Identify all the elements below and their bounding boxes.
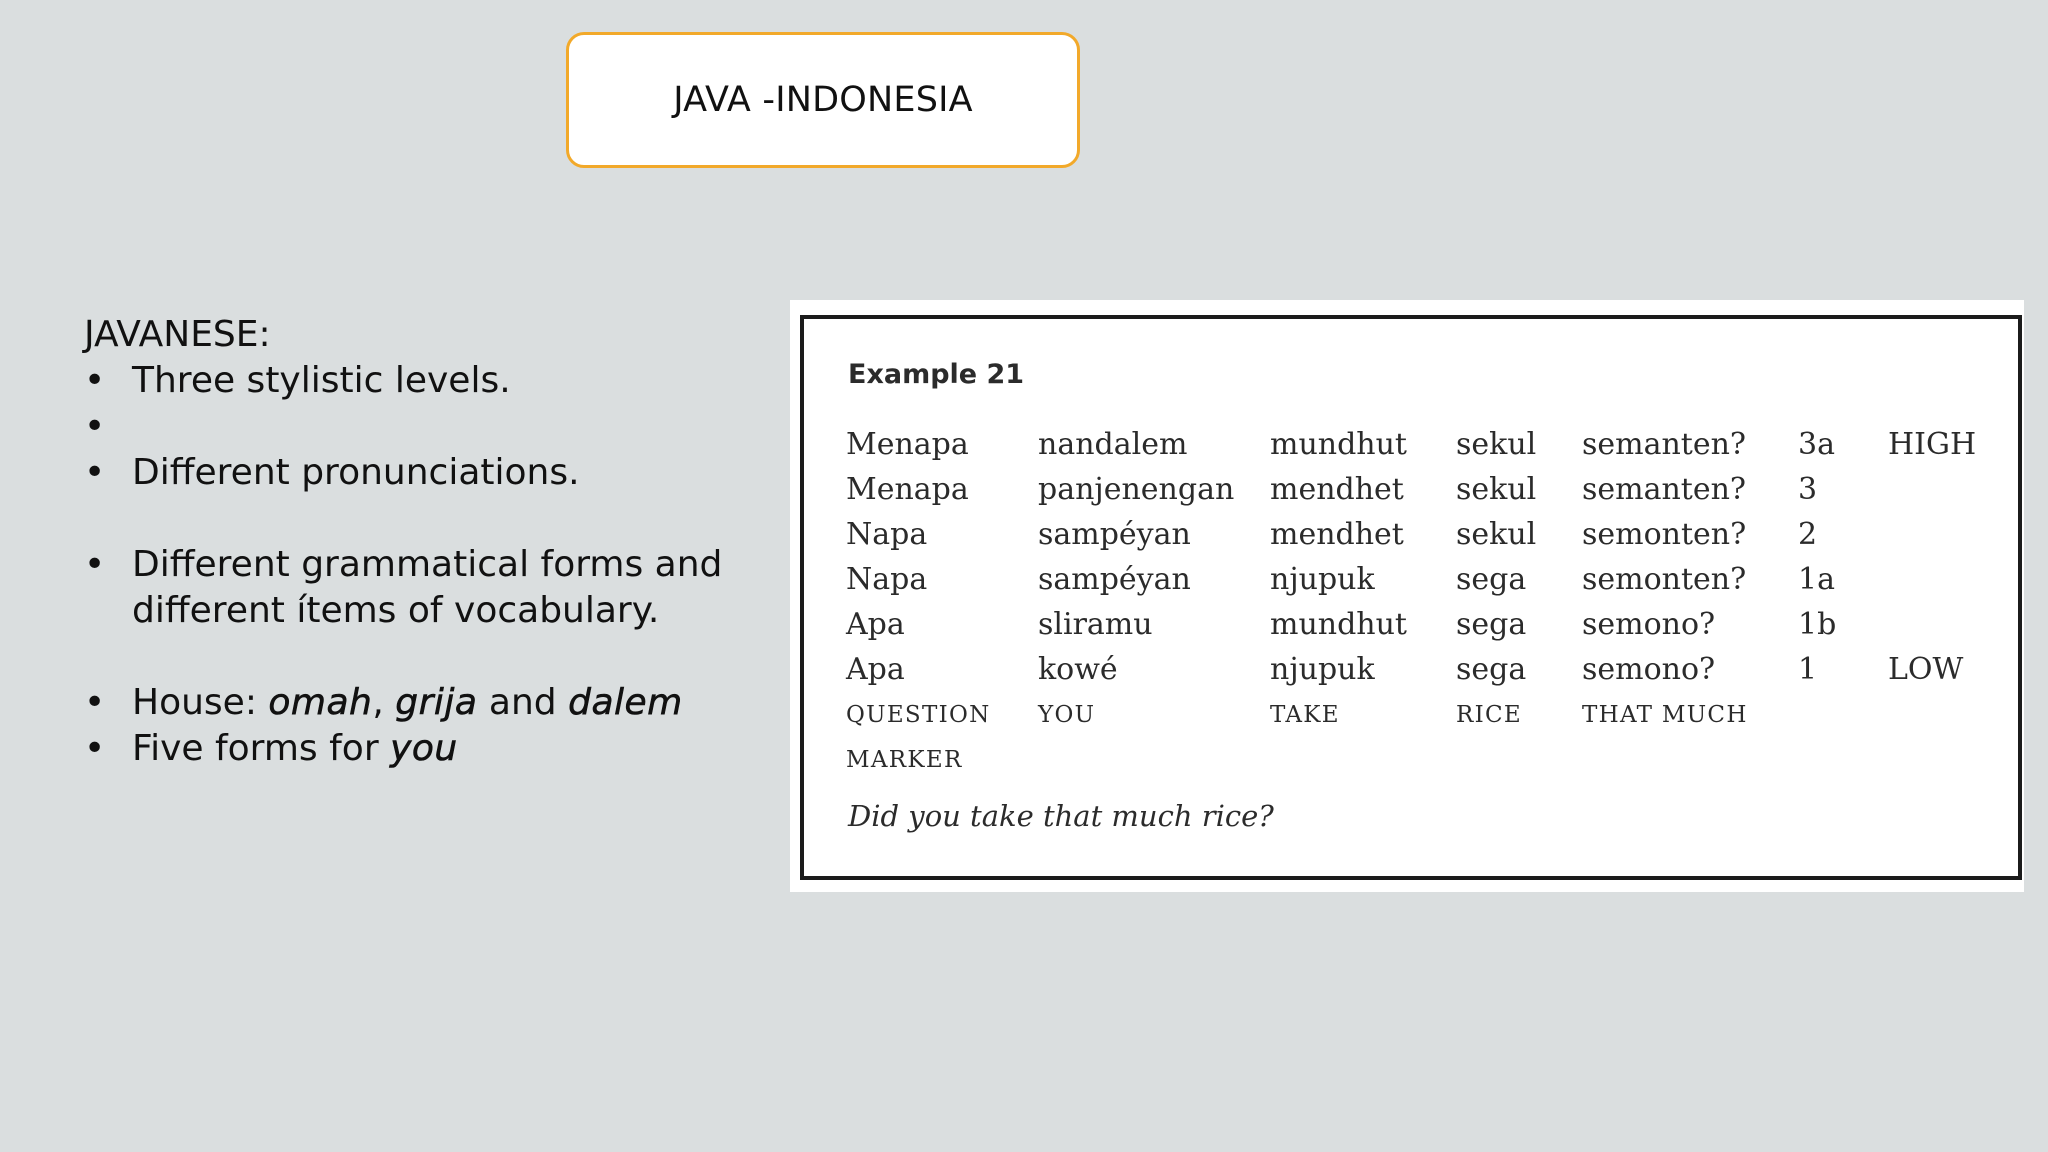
table-cell: Napa bbox=[846, 517, 928, 552]
example-figure bbox=[790, 300, 2024, 892]
bullet-section bbox=[84, 312, 764, 772]
table-cell: LOW bbox=[1888, 652, 1964, 687]
table-cell: semono? bbox=[1582, 652, 1716, 687]
bullet-text-line2: different ítems of vocabulary. bbox=[132, 590, 660, 631]
table-cell: njupuk bbox=[1270, 652, 1375, 687]
table-cell: semanten? bbox=[1582, 472, 1747, 507]
bullet-dot-icon: • bbox=[84, 360, 106, 401]
table-cell: semonten? bbox=[1582, 517, 1747, 552]
table-cell bbox=[1888, 557, 1998, 602]
table-cell: 1a bbox=[1798, 562, 1835, 597]
table-cell bbox=[1888, 467, 1998, 512]
bullet-separator: , bbox=[372, 682, 396, 723]
table-cell bbox=[1888, 512, 1998, 557]
example-translation: Did you take that much rice? bbox=[848, 799, 1274, 833]
table-cell: sekul bbox=[1456, 472, 1537, 507]
bullet-list bbox=[84, 358, 764, 772]
table-cell: sekul bbox=[1456, 517, 1537, 552]
table-cell: 2 bbox=[1798, 517, 1818, 552]
bullet-dot-icon: • bbox=[84, 544, 106, 585]
table-cell: sampéyan bbox=[1038, 562, 1191, 597]
term-you: you bbox=[390, 728, 458, 769]
table-cell bbox=[1888, 602, 1998, 647]
table-cell: semono? bbox=[1582, 607, 1716, 642]
table-cell: mundhut bbox=[1270, 607, 1407, 642]
term-grija: grija bbox=[395, 682, 478, 723]
term-omah: omah bbox=[268, 682, 373, 723]
table-cell: semonten? bbox=[1582, 562, 1747, 597]
bullet-item bbox=[84, 358, 764, 404]
bullet-dot-icon: • bbox=[84, 452, 106, 493]
table-row bbox=[846, 422, 1998, 467]
gloss-cell: THAT MUCH bbox=[1582, 701, 1748, 728]
table-cell: mendhet bbox=[1270, 517, 1404, 552]
bullet-item bbox=[84, 450, 764, 496]
term-dalem: dalem bbox=[568, 682, 683, 723]
table-cell: sampéyan bbox=[1038, 517, 1191, 552]
table-row bbox=[846, 647, 1998, 692]
gloss-cell: MARKER bbox=[846, 746, 963, 773]
gloss-cell bbox=[1888, 692, 1998, 737]
table-cell: panjenengan bbox=[1038, 472, 1235, 507]
table-cell: sega bbox=[1456, 652, 1527, 687]
table-cell: 1b bbox=[1798, 607, 1837, 642]
bullet-conjunction: and bbox=[477, 682, 569, 723]
example-table bbox=[846, 422, 1998, 782]
table-cell: Napa bbox=[846, 562, 928, 597]
example-frame bbox=[800, 315, 2022, 880]
table-cell: Menapa bbox=[846, 427, 969, 462]
gloss-row bbox=[846, 692, 1998, 737]
bullet-dot-icon: • bbox=[84, 406, 106, 447]
bullet-text: Three stylistic levels. bbox=[132, 360, 511, 401]
bullet-text-line1: Different grammatical forms and bbox=[132, 544, 723, 585]
bullet-dot-icon: • bbox=[84, 682, 106, 723]
section-heading: JAVANESE: bbox=[84, 314, 271, 355]
table-cell: sega bbox=[1456, 562, 1527, 597]
table-cell: 1 bbox=[1798, 652, 1818, 687]
example-label: Example 21 bbox=[848, 359, 1025, 390]
table-cell: semanten? bbox=[1582, 427, 1747, 462]
table-row bbox=[846, 512, 1998, 557]
bullet-item bbox=[84, 542, 764, 634]
table-cell: kowé bbox=[1038, 652, 1118, 687]
table-row bbox=[846, 602, 1998, 647]
bullet-item-empty bbox=[84, 404, 764, 450]
bullet-text: Different pronunciations. bbox=[132, 452, 580, 493]
bullet-prefix: Five forms for bbox=[132, 728, 391, 769]
table-cell: HIGH bbox=[1888, 427, 1977, 462]
table-cell: nandalem bbox=[1038, 427, 1188, 462]
slide-title: JAVA -INDONESIA bbox=[673, 80, 973, 120]
gloss-row-2 bbox=[846, 737, 1998, 782]
gloss-cell: QUESTION bbox=[846, 701, 991, 728]
table-row bbox=[846, 467, 1998, 512]
gloss-cell: YOU bbox=[1038, 701, 1096, 728]
bullet-item-house bbox=[84, 680, 764, 726]
table-cell: mundhut bbox=[1270, 427, 1407, 462]
bullet-dot-icon: • bbox=[84, 728, 106, 769]
table-row bbox=[846, 557, 1998, 602]
slide-title-box bbox=[566, 32, 1080, 168]
table-cell: 3a bbox=[1798, 427, 1835, 462]
table-cell: sekul bbox=[1456, 427, 1537, 462]
bullet-item-you bbox=[84, 726, 764, 772]
table-cell: mendhet bbox=[1270, 472, 1404, 507]
table-cell: Apa bbox=[846, 607, 905, 642]
table-cell: sega bbox=[1456, 607, 1527, 642]
table-cell: njupuk bbox=[1270, 562, 1375, 597]
gloss-cell: RICE bbox=[1456, 701, 1522, 728]
table-cell: Menapa bbox=[846, 472, 969, 507]
table-cell: sliramu bbox=[1038, 607, 1153, 642]
table-cell: Apa bbox=[846, 652, 905, 687]
gloss-cell: TAKE bbox=[1270, 701, 1340, 728]
bullet-prefix: House: bbox=[132, 682, 269, 723]
table-cell: 3 bbox=[1798, 472, 1818, 507]
